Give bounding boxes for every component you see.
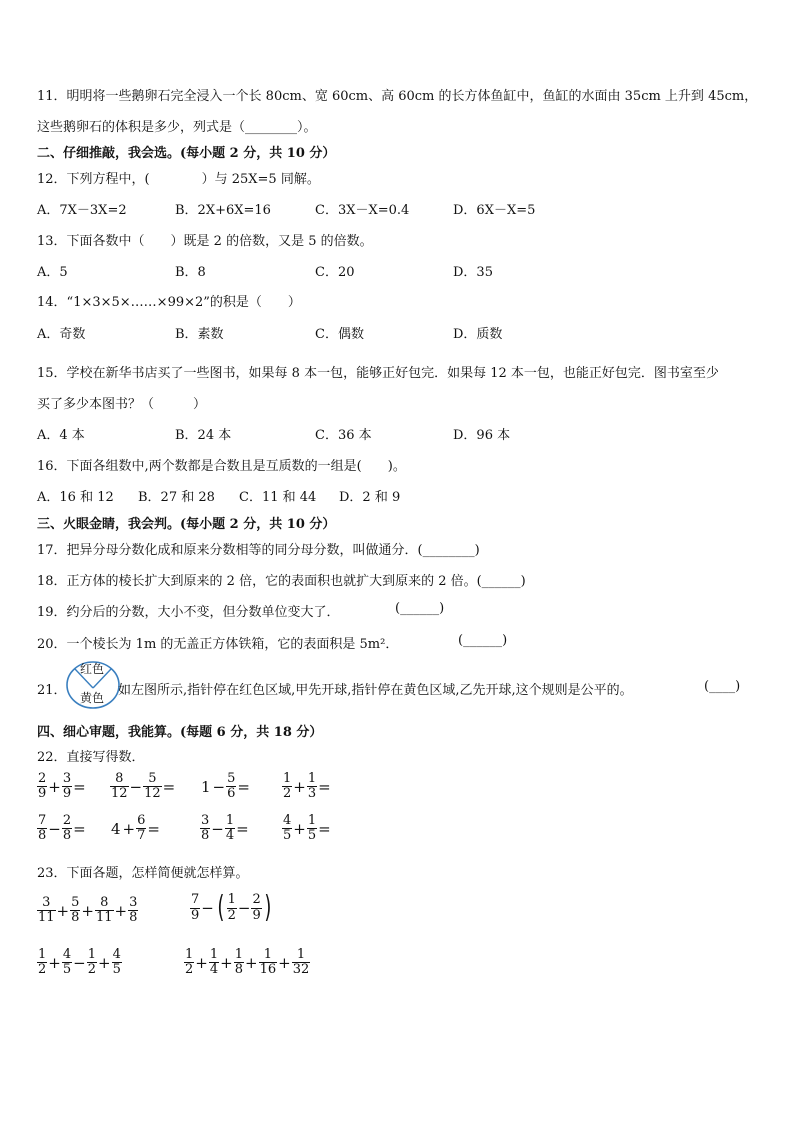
q18-text: 18．正方体的棱长扩大到原来的 2 倍，它的表面积也就扩大到原来的 2 倍。(______): [37, 574, 526, 589]
q19-text: 19．约分后的分数，大小不变，但分数单位变大了．: [37, 605, 340, 620]
simplify-expression: $\frac{1}{2}$ + $\frac{4}{5}$ − $\frac{1}{2}$ + $\frac{4}{5}$: [38, 947, 121, 978]
section-2-heading: 二、仔细推敲，我会选。(每小题 2 分，共 10 分）: [37, 146, 336, 161]
q21-text: 如左图所示,指针停在红色区域,甲先开球,指针停在黄色区域,乙先开球,这个规则是公平的。: [118, 683, 633, 698]
section-3-heading: 三、火眼金睛，我会判。(每小题 2 分，共 10 分）: [37, 517, 336, 532]
q13-stem: 13．下面各数中（ ）既是 2 的倍数，又是 5 的倍数。: [37, 234, 373, 249]
q16-option-a[interactable]: A．16 和 12: [37, 490, 114, 505]
q15-option-c[interactable]: C．36 本: [315, 428, 372, 443]
section-4-heading: 四、细心审题，我能算。(每题 6 分，共 18 分）: [37, 725, 323, 740]
q14-option-b[interactable]: B．素数: [175, 327, 224, 342]
q13-option-c[interactable]: C．20: [315, 265, 355, 280]
q13-option-d[interactable]: D．35: [453, 265, 493, 280]
q16-option-c[interactable]: C．11 和 44: [239, 490, 317, 505]
simplify-expression: $\frac{7}{9}$ − ( $\frac{1}{2}$ − $\frac{2}{9}$ ): [191, 890, 272, 925]
q15-option-d[interactable]: D．96 本: [453, 428, 511, 443]
q15-line2: 买了多少本图书？（ ）: [37, 397, 207, 412]
q12-option-d[interactable]: D．6X－X=5: [453, 203, 536, 218]
calc-expression: $\frac{2}{9}$ + $\frac{3}{9}$ =: [38, 771, 86, 802]
q12-option-b[interactable]: B．2X+6X=16: [175, 203, 271, 218]
q19-answer-blank[interactable]: (______): [395, 601, 445, 616]
q16-option-d[interactable]: D．2 和 9: [339, 490, 401, 505]
q15-line1: 15．学校在新华书店买了一些图书，如果每 8 本一包，能够正好包完．如果每 12 本一包，也能正好包完．图书室至少: [37, 366, 719, 381]
q20-answer-blank[interactable]: (______): [458, 633, 508, 648]
q11-line1: 11．明明将一些鹅卵石完全浸入一个长 80cm、宽 60cm、高 60cm 的长方体鱼缸中，鱼缸的水面由 35cm 上升到 45cm，: [37, 89, 758, 104]
q14-option-c[interactable]: C．偶数: [315, 327, 364, 342]
q14-option-d[interactable]: D．质数: [453, 327, 503, 342]
q14-stem: 14．“1×3×5×……×99×2”的积是（ ）: [37, 295, 301, 310]
q13-option-b[interactable]: B．8: [175, 265, 206, 280]
q21-number: 21．: [37, 683, 67, 698]
simplify-expression: $\frac{1}{2}$ + $\frac{1}{4}$ + $\frac{1}{8}$ + $\frac{1}{16}$ + $\frac{1}{32}$: [185, 947, 310, 978]
calc-expression: 1 − $\frac{5}{6}$ =: [201, 771, 250, 802]
q17-text: 17．把异分母分数化成和原来分数相等的同分母分数，叫做通分．(________): [37, 543, 480, 558]
q15-option-a[interactable]: A．4 本: [37, 428, 85, 443]
calc-expression: $\frac{1}{2}$ + $\frac{1}{3}$ =: [283, 771, 331, 802]
spinner-red-label: 红色: [80, 662, 105, 676]
q16-option-b[interactable]: B．27 和 28: [138, 490, 215, 505]
q12-option-a[interactable]: A．7X－3X=2: [37, 203, 127, 218]
q11-line2: 这些鹅卵石的体积是多少，列式是（________）。: [37, 120, 317, 135]
q16-stem: 16．下面各组数中,两个数都是合数且是互质数的一组是( )。: [37, 459, 406, 474]
spinner-yellow-label: 黄色: [80, 691, 105, 705]
q14-option-a[interactable]: A．奇数: [37, 327, 86, 342]
q23-stem: 23．下面各题，怎样简便就怎样算。: [37, 866, 249, 881]
q15-option-b[interactable]: B．24 本: [175, 428, 232, 443]
calc-expression: $\frac{7}{8}$ − $\frac{2}{8}$ =: [38, 813, 86, 844]
q12-stem: 12．下列方程中，( ）与 25X=5 同解。: [37, 172, 320, 187]
calc-expression: 4 + $\frac{6}{7}$ =: [111, 813, 160, 844]
q22-stem: 22．直接写得数．: [37, 750, 145, 765]
q20-text: 20．一个棱长为 1m 的无盖正方体铁箱，它的表面积是 5m²．: [37, 637, 399, 652]
calc-expression: $\frac{3}{8}$ − $\frac{1}{4}$ =: [201, 813, 249, 844]
q21-answer-blank[interactable]: (____): [704, 679, 741, 694]
simplify-expression: $\frac{3}{11}$ + $\frac{5}{8}$ + $\frac{8}{11}$ + $\frac{3}{8}$: [38, 895, 138, 926]
q13-option-a[interactable]: A．5: [37, 265, 68, 280]
calc-expression: $\frac{8}{12}$ − $\frac{5}{12}$ =: [111, 771, 176, 802]
q12-option-c[interactable]: C．3X－X=0.4: [315, 203, 410, 218]
calc-expression: $\frac{4}{5}$ + $\frac{1}{5}$ =: [283, 813, 331, 844]
